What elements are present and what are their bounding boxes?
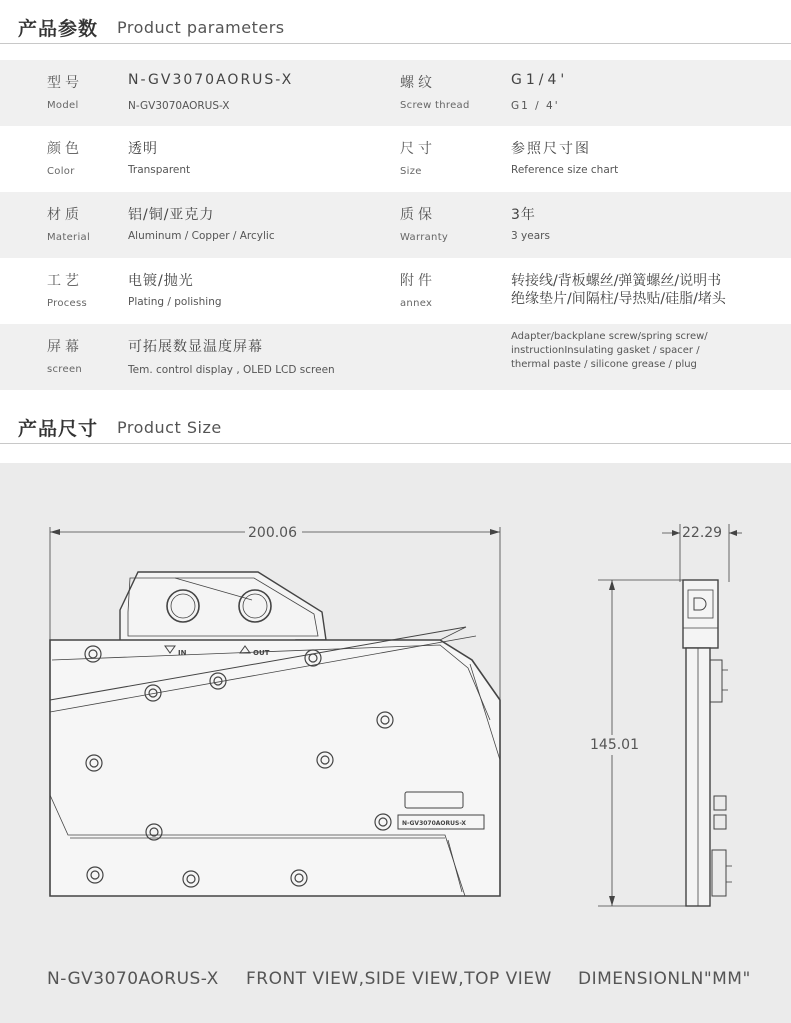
label-en: Color — [47, 166, 75, 177]
side-fitting — [714, 796, 726, 810]
arrow-up — [609, 580, 615, 590]
label-cn: 工艺 — [47, 273, 83, 289]
arrow-depth-left — [672, 530, 680, 536]
label-en: Screw thread — [400, 100, 470, 111]
label-en: screen — [47, 364, 83, 375]
caption-model: N-GV3070AORUS-X — [47, 969, 219, 989]
value-en: Plating / polishing — [128, 296, 222, 308]
value-cn: 3年 — [511, 207, 536, 223]
arrow-left — [50, 529, 60, 535]
annex-en-line2: instructionInsulating gasket / spacer / — [511, 345, 700, 356]
caption-unit: DIMENSIONLN"MM" — [578, 969, 751, 989]
value-en: 3 years — [511, 230, 550, 242]
arrow-right — [490, 529, 500, 535]
value-en: N-GV3070AORUS-X — [128, 100, 230, 112]
dimension-drawing — [0, 463, 791, 1023]
side-fitting — [714, 815, 726, 829]
label-en: annex — [400, 298, 433, 309]
side-fitting — [710, 660, 722, 702]
value-en: Tem. control display , OLED LCD screen — [128, 364, 335, 376]
section-header-parameters — [0, 0, 791, 44]
out-label: OUT — [253, 649, 270, 657]
label-en: Warranty — [400, 232, 449, 243]
section-title-en: Product Size — [117, 418, 222, 437]
height-dimension-label: 145.01 — [590, 737, 639, 753]
label-cn: 颜色 — [47, 141, 83, 157]
annex-en-line1: Adapter/backplane screw/spring screw/ — [511, 331, 708, 342]
label-cn: 附件 — [400, 273, 436, 289]
value-en: Aluminum / Copper / Arcylic — [128, 230, 275, 242]
value-cn: 转接线/背板螺丝/弹簧螺丝/说明书 — [511, 273, 722, 289]
param-row-model — [0, 60, 791, 126]
section-header-size — [0, 400, 791, 444]
param-row-color — [0, 126, 791, 192]
label-en: Size — [400, 166, 422, 177]
label-en: Material — [47, 232, 91, 243]
label-cn: 尺寸 — [400, 141, 436, 157]
section-title-cn: 产品参数 — [18, 18, 99, 40]
value-cn: 铝/铜/亚克力 — [128, 207, 215, 223]
value-cn-line2: 绝缘垫片/间隔柱/导热贴/硅脂/堵头 — [511, 291, 726, 307]
width-dimension-label: 200.06 — [248, 525, 297, 541]
label-en: Model — [47, 100, 79, 111]
value-cn: 参照尺寸图 — [511, 141, 591, 157]
annex-en-line3: thermal paste / silicone grease / plug — [511, 359, 697, 370]
param-row-screen — [0, 324, 791, 390]
value-en: Transparent — [128, 164, 191, 176]
drawing-svg — [0, 463, 791, 1023]
in-label: IN — [178, 649, 187, 657]
section-title-en: Product parameters — [117, 18, 285, 37]
param-row-material — [0, 192, 791, 258]
side-fitting — [712, 850, 726, 896]
arrow-depth-right — [729, 530, 737, 536]
label-cn: 型号 — [47, 75, 83, 91]
value-cn: N-GV3070AORUS-X — [128, 72, 294, 88]
value-cn: 可拓展数显温度屏幕 — [128, 339, 263, 355]
depth-dimension-label: 22.29 — [682, 525, 723, 541]
section-title-cn: 产品尺寸 — [18, 418, 99, 440]
value-cn: 透明 — [128, 141, 158, 157]
value-en: G1 / 4' — [511, 100, 560, 112]
value-en: Reference size chart — [511, 164, 619, 176]
param-row-process — [0, 258, 791, 324]
model-plate-label: N-GV3070AORUS-X — [402, 820, 466, 827]
label-cn: 材质 — [47, 207, 83, 223]
value-cn: 电镀/抛光 — [128, 273, 194, 289]
divider — [0, 443, 791, 444]
label-en: Process — [47, 298, 88, 309]
value-cn: G1/4' — [511, 72, 569, 88]
main-block — [50, 640, 500, 896]
label-cn: 螺纹 — [400, 75, 436, 91]
arrow-down — [609, 896, 615, 906]
terminal-block — [120, 572, 326, 648]
divider — [0, 43, 791, 44]
parameter-table — [0, 60, 791, 390]
label-cn: 质保 — [400, 207, 436, 223]
caption-views: FRONT VIEW,SIDE VIEW,TOP VIEW — [246, 969, 552, 989]
label-cn: 屏幕 — [47, 339, 83, 355]
